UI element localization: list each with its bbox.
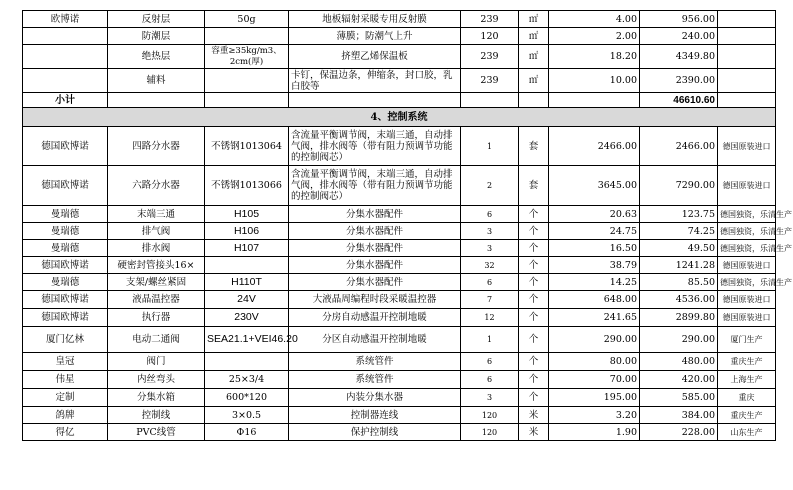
cell-desc: 薄膜；防潮气上升 xyxy=(289,28,461,45)
cell-qty: 6 xyxy=(461,353,519,371)
table-row xyxy=(23,166,776,206)
cell-name: 执行器 xyxy=(108,309,205,327)
cell-price: 70.00 xyxy=(549,371,640,389)
material-rows xyxy=(23,11,776,93)
cell-qty: 3 xyxy=(461,223,519,240)
cell-desc: 含流量平衡调节阀，末端三通，自动排气阀，排水阀等（带有阻力预调节功能的控制阀芯） xyxy=(289,127,461,166)
cell-spec: 50g xyxy=(205,11,289,28)
cell-brand xyxy=(23,28,108,45)
cell-price: 290.00 xyxy=(549,327,640,353)
cell-qty: 239 xyxy=(461,69,519,93)
cell-note: 德国独资，乐清生产 xyxy=(718,223,776,240)
cell-qty: 1 xyxy=(461,127,519,166)
cell-unit: 个 xyxy=(519,389,549,407)
cell-qty: 120 xyxy=(461,424,519,441)
cell-name: 四路分水器 xyxy=(108,127,205,166)
cell-name: 辅料 xyxy=(108,69,205,93)
cell-total: 290.00 xyxy=(640,327,718,353)
cell-desc: 分集水器配件 xyxy=(289,257,461,274)
cell-note: 德国独资，乐清生产 xyxy=(718,274,776,291)
cell-desc: 分区自动感温开控制地暖 xyxy=(289,327,461,353)
cell-qty: 2 xyxy=(461,166,519,206)
cell-qty: 3 xyxy=(461,389,519,407)
cell-brand: 曼瑞德 xyxy=(23,223,108,240)
cell-qty: 7 xyxy=(461,291,519,309)
cell-spec: H107 xyxy=(205,240,289,257)
cell-spec: 25×3/4 xyxy=(205,371,289,389)
cell-brand: 曼瑞德 xyxy=(23,240,108,257)
cell-price: 80.00 xyxy=(549,353,640,371)
cell-price: 10.00 xyxy=(549,69,640,93)
cell-note: 重庆生产 xyxy=(718,407,776,424)
cell-note xyxy=(718,11,776,28)
cell-spec: 230V xyxy=(205,309,289,327)
quotation-table xyxy=(22,10,792,441)
cell-brand: 曼瑞德 xyxy=(23,274,108,291)
cell-qty: 12 xyxy=(461,309,519,327)
cell-name: PVC线管 xyxy=(108,424,205,441)
cell-spec: 不锈钢1013064 xyxy=(205,127,289,166)
table-row xyxy=(23,127,776,166)
table-row xyxy=(23,407,776,424)
cell-unit: ㎡ xyxy=(519,28,549,45)
cell-unit: 个 xyxy=(519,327,549,353)
cell-unit: 米 xyxy=(519,424,549,441)
cell-name: 支架/螺丝紧固 xyxy=(108,274,205,291)
cell-note: 德国原装进口 xyxy=(718,257,776,274)
cell-note: 重庆生产 xyxy=(718,353,776,371)
cell-desc: 系统管件 xyxy=(289,353,461,371)
table-row xyxy=(23,28,776,45)
cell-name: 电动二通阀 xyxy=(108,327,205,353)
table-row xyxy=(23,353,776,371)
cell-desc: 保护控制线 xyxy=(289,424,461,441)
cell-note xyxy=(718,69,776,93)
cell-total: 956.00 xyxy=(640,11,718,28)
cell-price: 2.00 xyxy=(549,28,640,45)
cell-name: 硬密封管接头16× xyxy=(108,257,205,274)
cell-price: 195.00 xyxy=(549,389,640,407)
cell-price: 16.50 xyxy=(549,240,640,257)
cell-price: 18.20 xyxy=(549,45,640,69)
cell-unit: 个 xyxy=(519,206,549,223)
cell-spec xyxy=(205,28,289,45)
cell-name: 防潮层 xyxy=(108,28,205,45)
cell-price: 24.75 xyxy=(549,223,640,240)
cell-unit: 个 xyxy=(519,353,549,371)
cell-unit: ㎡ xyxy=(519,69,549,93)
cell-unit: ㎡ xyxy=(519,45,549,69)
cell-brand: 德国欧博诺 xyxy=(23,257,108,274)
cell-desc: 挤塑乙烯保温板 xyxy=(289,45,461,69)
cell-total: 123.75 xyxy=(640,206,718,223)
cell-unit: 个 xyxy=(519,223,549,240)
cell-total: 4349.80 xyxy=(640,45,718,69)
cell-note: 德国原装进口 xyxy=(718,291,776,309)
control-rows xyxy=(23,127,792,441)
cell-desc: 控制器连线 xyxy=(289,407,461,424)
cell-note: 德国原装进口 xyxy=(718,309,776,327)
cell-total: 7290.00 xyxy=(640,166,718,206)
cell-qty: 6 xyxy=(461,371,519,389)
cell-price: 3.20 xyxy=(549,407,640,424)
cell-price: 1.90 xyxy=(549,424,640,441)
cell-brand: 德国欧博诺 xyxy=(23,309,108,327)
cell-spec xyxy=(205,257,289,274)
table-row xyxy=(23,389,776,407)
table-row xyxy=(23,11,776,28)
cell-qty: 3 xyxy=(461,240,519,257)
table-row xyxy=(23,309,776,327)
cell-total: 1241.28 xyxy=(640,257,718,274)
table-row xyxy=(23,371,776,389)
subtotal-total: 46610.60 xyxy=(640,93,718,108)
table-row xyxy=(23,45,776,69)
cell-name: 排气阀 xyxy=(108,223,205,240)
cell-desc: 分集水器配件 xyxy=(289,274,461,291)
cell-total: 2466.00 xyxy=(640,127,718,166)
cell-qty: 6 xyxy=(461,274,519,291)
cell-desc: 分集水器配件 xyxy=(289,223,461,240)
cell-name: 分集水箱 xyxy=(108,389,205,407)
cell-brand: 得亿 xyxy=(23,424,108,441)
cell-unit: 个 xyxy=(519,371,549,389)
cell-total: 2899.80 xyxy=(640,309,718,327)
cell-qty: 6 xyxy=(461,206,519,223)
cell-spec: 3×0.5 xyxy=(205,407,289,424)
cell-note: 上海生产 xyxy=(718,371,776,389)
cell-desc: 卡钉，保温边条，伸缩条，封口胶，乳白胶等 xyxy=(289,69,461,93)
cell-price: 241.65 xyxy=(549,309,640,327)
cell-qty: 120 xyxy=(461,28,519,45)
cell-brand: 鸽牌 xyxy=(23,407,108,424)
cell-brand: 厦门亿林 xyxy=(23,327,108,353)
cell-total: 384.00 xyxy=(640,407,718,424)
cell-spec: 24V xyxy=(205,291,289,309)
cell-spec: H110T xyxy=(205,274,289,291)
table-row xyxy=(23,424,776,441)
cell-spec: H105 xyxy=(205,206,289,223)
cell-price: 14.25 xyxy=(549,274,640,291)
table-row xyxy=(23,257,776,274)
cell-total: 420.00 xyxy=(640,371,718,389)
cell-note: 山东生产 xyxy=(718,424,776,441)
cell-spec: Φ16 xyxy=(205,424,289,441)
cell-name: 末端三通 xyxy=(108,206,205,223)
cell-spec: 不锈钢1013066 xyxy=(205,166,289,206)
cell-price: 648.00 xyxy=(549,291,640,309)
cell-total: 228.00 xyxy=(640,424,718,441)
cell-unit: 个 xyxy=(519,291,549,309)
cell-brand: 伟星 xyxy=(23,371,108,389)
cell-desc: 系统管件 xyxy=(289,371,461,389)
cell-qty: 1 xyxy=(461,327,519,353)
subtotal-block xyxy=(23,93,776,127)
quotation-sheet xyxy=(22,10,792,441)
cell-name: 控制线 xyxy=(108,407,205,424)
section-row xyxy=(23,108,776,127)
cell-name: 液晶温控器 xyxy=(108,291,205,309)
cell-desc: 含流量平衡调节阀，末端三通，自动排气阀，排水阀等（带有阻力预调节功能的控制阀芯） xyxy=(289,166,461,206)
cell-qty: 120 xyxy=(461,407,519,424)
cell-total: 585.00 xyxy=(640,389,718,407)
cell-spec: 600*120 xyxy=(205,389,289,407)
cell-note: 德国独资，乐清生产 xyxy=(718,206,776,223)
cell-desc: 内装分集水器 xyxy=(289,389,461,407)
cell-brand: 德国欧博诺 xyxy=(23,166,108,206)
cell-note: 德国独资，乐清生产 xyxy=(718,240,776,257)
cell-note: 厦门生产 xyxy=(718,327,776,353)
table-row xyxy=(23,223,776,240)
cell-brand: 欧博诺 xyxy=(23,11,108,28)
cell-brand: 定制 xyxy=(23,389,108,407)
cell-total: 2390.00 xyxy=(640,69,718,93)
cell-name: 排水阀 xyxy=(108,240,205,257)
cell-price: 38.79 xyxy=(549,257,640,274)
cell-brand: 德国欧博诺 xyxy=(23,291,108,309)
cell-note: 德国原装进口 xyxy=(718,166,776,206)
cell-note: 重庆 xyxy=(718,389,776,407)
cell-spec xyxy=(205,69,289,93)
cell-spec: 容重≥35kg/m3、2cm(厚) xyxy=(205,45,289,69)
table-row xyxy=(23,69,776,93)
cell-unit: 个 xyxy=(519,274,549,291)
cell-brand xyxy=(23,45,108,69)
cell-qty: 239 xyxy=(461,11,519,28)
cell-total: 4536.00 xyxy=(640,291,718,309)
table-row xyxy=(23,291,776,309)
cell-total: 480.00 xyxy=(640,353,718,371)
cell-unit: 米 xyxy=(519,407,549,424)
cell-desc: 分房自动感温开控制地暖 xyxy=(289,309,461,327)
cell-brand: 曼瑞德 xyxy=(23,206,108,223)
table-row xyxy=(23,274,776,291)
cell-name: 绝热层 xyxy=(108,45,205,69)
cell-unit: 个 xyxy=(519,240,549,257)
cell-qty: 32 xyxy=(461,257,519,274)
cell-spec xyxy=(205,353,289,371)
cell-brand: 德国欧博诺 xyxy=(23,127,108,166)
cell-unit: 个 xyxy=(519,257,549,274)
cell-note xyxy=(718,45,776,69)
cell-qty: 239 xyxy=(461,45,519,69)
cell-total: 85.50 xyxy=(640,274,718,291)
section-title: 4、控制系统 xyxy=(23,108,776,127)
cell-name: 内丝弯头 xyxy=(108,371,205,389)
subtotal-label: 小计 xyxy=(23,93,108,108)
cell-unit: 个 xyxy=(519,309,549,327)
cell-desc: 分集水器配件 xyxy=(289,240,461,257)
cell-price: 20.63 xyxy=(549,206,640,223)
cell-name: 阀门 xyxy=(108,353,205,371)
cell-unit: 套 xyxy=(519,127,549,166)
cell-total: 74.25 xyxy=(640,223,718,240)
cell-price: 3645.00 xyxy=(549,166,640,206)
cell-note xyxy=(718,28,776,45)
cell-name: 六路分水器 xyxy=(108,166,205,206)
cell-brand: 皇冠 xyxy=(23,353,108,371)
table-row xyxy=(23,206,776,223)
cell-brand xyxy=(23,69,108,93)
subtotal-row xyxy=(23,93,776,108)
cell-desc: 分集水器配件 xyxy=(289,206,461,223)
table-row xyxy=(23,327,776,353)
cell-name: 反射层 xyxy=(108,11,205,28)
cell-price: 2466.00 xyxy=(549,127,640,166)
cell-desc: 地板辐射采暖专用反射膜 xyxy=(289,11,461,28)
cell-spec: H106 xyxy=(205,223,289,240)
cell-total: 240.00 xyxy=(640,28,718,45)
table-row xyxy=(23,240,776,257)
cell-unit: ㎡ xyxy=(519,11,549,28)
cell-desc: 大液晶周编程时段采暖温控器 xyxy=(289,291,461,309)
cell-spec: SEA21.1+VEI46.20 xyxy=(205,327,289,353)
cell-price: 4.00 xyxy=(549,11,640,28)
cell-note: 德国原装进口 xyxy=(718,127,776,166)
cell-total: 49.50 xyxy=(640,240,718,257)
cell-unit: 套 xyxy=(519,166,549,206)
